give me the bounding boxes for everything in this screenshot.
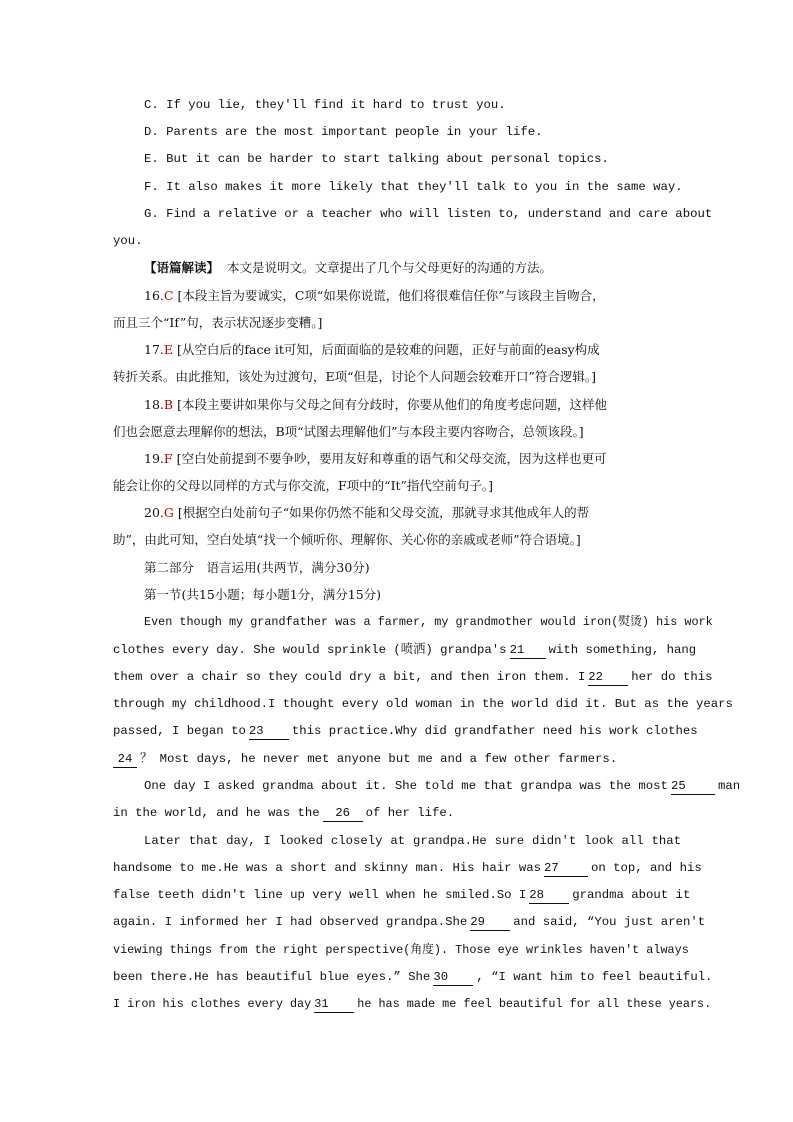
question-number: 20. [144, 505, 164, 520]
option-d: D. Parents are the most important people in your life. [144, 125, 543, 139]
answer-19 [144, 450, 681, 468]
option-f: F. It also makes it more likely that they'll talk to you in the same way. [144, 180, 683, 194]
passage-p1-line5: passed, I began to 23 this practice.Why did grandfather need his work clothes [113, 724, 698, 738]
answer-key: C [163, 288, 174, 303]
blank-23[interactable]: 23 [249, 724, 289, 740]
passage-p3-line2: handsome to me.He was a short and skinny man. His hair was 27 on top, and his [113, 861, 702, 875]
answer-18 [144, 396, 681, 414]
question-number: 16. [144, 288, 164, 303]
question-number: 19. [144, 451, 164, 466]
blank-24[interactable]: 24 [113, 752, 137, 768]
answer-19-continued: 能会让你的父母以同样的方式与你交流，F项中的“It”指代空前句子。] [113, 478, 494, 493]
analysis-label: 【语篇解读】 [144, 260, 220, 275]
passage-p1-line2: clothes every day. She would sprinkle (喷洒) grandpa's 21 with something, hang [113, 643, 697, 657]
answer-key: G [163, 505, 174, 520]
passage-p3-line7: I iron his clothes every day 31 he has made me feel beautiful for all these years. [113, 997, 712, 1011]
blank-28[interactable]: 28 [529, 888, 569, 904]
blank-30[interactable]: 30 [433, 970, 473, 986]
answer-16 [144, 287, 681, 305]
passage-p3-line6: been there.He has beautiful blue eyes.” She 30 , “I want him to feel beautiful. [113, 970, 713, 984]
answer-16-continued: 而且三个“If”句，表示状况逐步变糟。] [113, 315, 323, 330]
part-heading: 第二部分 语言运用(共两节，满分30分) [144, 560, 370, 575]
blank-27[interactable]: 27 [544, 861, 588, 877]
analysis-text: 本文是说明文。文章提出了几个与父母更好的沟通的方法。 [226, 260, 552, 275]
passage-p3-line4: again. I informed her I had observed grandpa.She 29 and said, “You just aren't [113, 915, 706, 929]
option-g: G. Find a relative or a teacher who will listen to, understand and care about [144, 207, 713, 221]
answer-20 [144, 504, 681, 522]
blank-22[interactable]: 22 [588, 670, 628, 686]
option-g-continued: you. [113, 234, 143, 248]
question-number: 17. [144, 342, 164, 357]
blank-21[interactable]: 21 [510, 643, 546, 659]
passage-p1-line6: 24 ？ Most days, he never met anyone but me and a few other farmers. [113, 750, 681, 768]
answer-explanation: [空白处前提到不要争吵，要用友好和尊重的语气和父母交流，因为这样也更可 [176, 451, 607, 466]
passage-p2-line2: in the world, and he was the 26 of her life. [113, 806, 455, 820]
answer-key: F [163, 451, 173, 466]
passage-analysis [144, 259, 712, 277]
blank-29[interactable]: 29 [470, 915, 510, 931]
answer-17 [144, 341, 681, 359]
passage-p2-line1: One day I asked grandma about it. She told me that grandpa was the most 25 man [144, 779, 741, 793]
option-e: E. But it can be harder to start talking about personal topics. [144, 152, 609, 166]
blank-31[interactable]: 31 [314, 997, 354, 1013]
passage-p3-line5: viewing things from the right perspective(角度). Those eye wrinkles haven't always [113, 943, 689, 957]
subsection-heading: 第一节(共15小题；每小题1分，满分15分) [144, 587, 382, 602]
answer-explanation: [从空白后的face it可知，后面面临的是较难的问题，正好与前面的easy构成 [177, 342, 600, 357]
answer-explanation: [本段主旨为要诚实，C项“如果你说谎，他们将很难信任你”与该段主旨吻合， [177, 288, 605, 303]
answer-key: E [163, 342, 174, 357]
answer-20-continued: 助”，由此可知，空白处填“找一个倾听你、理解你、关心你的亲戚或老师”符合语境。] [113, 532, 581, 547]
answer-explanation: [本段主要讲如果你与父母之间有分歧时，你要从他们的角度考虑问题，这样他 [177, 397, 607, 412]
passage-p3-line1: Later that day, I looked closely at grandpa.He sure didn't look all that [144, 834, 681, 848]
answer-17-continued: 转折关系。由此推知，该处为过渡句，E项“但是，讨论个人问题会较难开口”符合逻辑。] [113, 369, 597, 384]
passage-p3-line3: false teeth didn't line up very well when he smiled.So I 28 grandma about it [113, 888, 691, 902]
answer-explanation: [根据空白处前句子“如果你仍然不能和父母交流，那就寻求其他成年人的帮 [177, 505, 590, 520]
question-number: 18. [144, 397, 164, 412]
passage-p1-line1: Even though my grandfather was a farmer, my grandmother would iron(熨烫) his work [144, 615, 713, 629]
option-c: C. If you lie, they'll find it hard to trust you. [144, 98, 506, 112]
blank-26[interactable]: 26 [323, 806, 363, 822]
passage-p1-line3: them over a chair so they could dry a bit, and then iron them. I 22 her do this [113, 670, 713, 684]
passage-p1-line4: through my childhood.I thought every old woman in the world did it. But as the years [113, 697, 733, 711]
answer-key: B [163, 397, 174, 412]
blank-25[interactable]: 25 [671, 779, 715, 795]
answer-18-continued: 们也会愿意去理解你的想法，B项“试图去理解他们”与本段主要内容吻合，总领该段。] [113, 424, 584, 439]
